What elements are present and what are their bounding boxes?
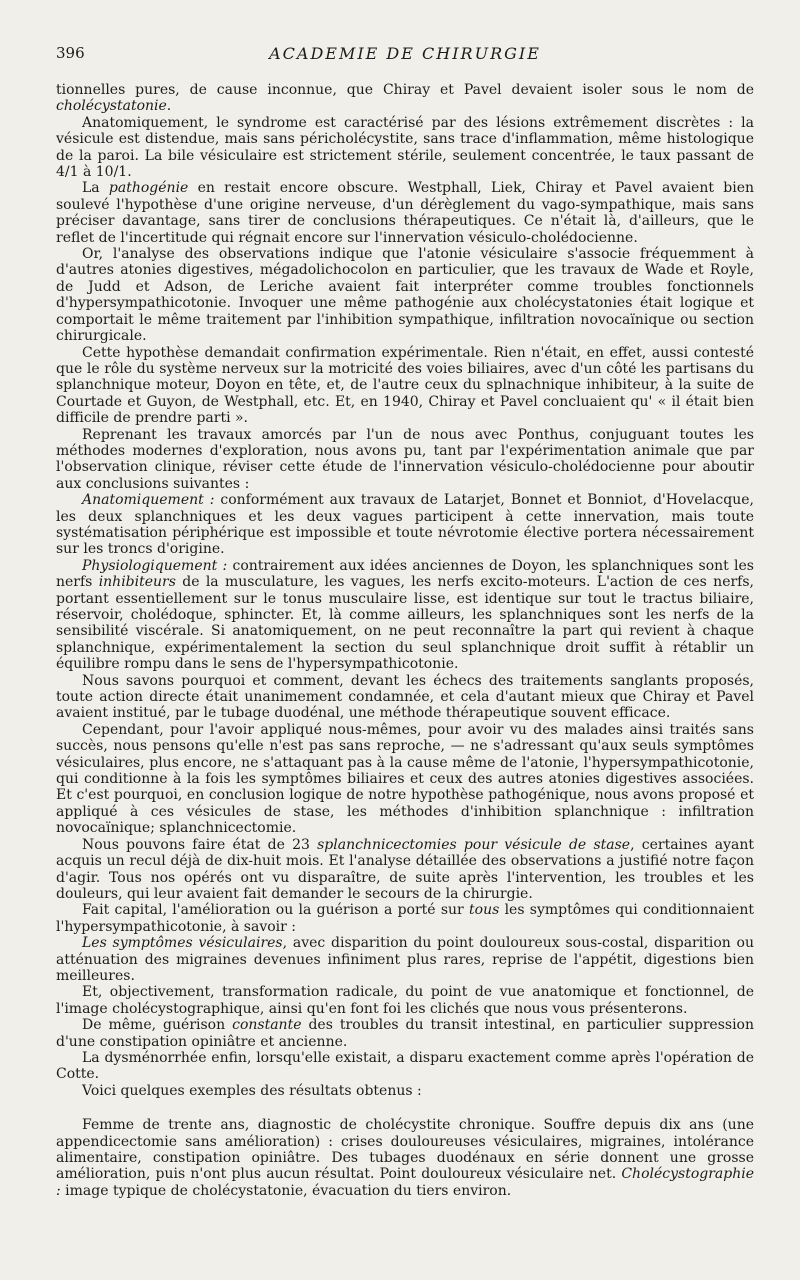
- paragraph: [56, 558, 754, 673]
- italic-text: splanchnicectomies pour vésicule de stase: [317, 836, 631, 853]
- paragraph: [56, 984, 754, 1017]
- paragraph: [56, 1017, 754, 1050]
- text-run: Fait capital, l'amélioration ou la guérison a porté sur: [82, 902, 470, 919]
- paragraph: [56, 115, 754, 181]
- paragraph: [56, 722, 754, 837]
- paragraph: [56, 492, 754, 558]
- italic-text: Les symptômes vésiculaires: [82, 935, 283, 952]
- text-run: Et, objectivement, transformation radicale, du point de vue anatomique et fonctionnel, de l'image cholécystographique, ainsi qu'en font foi les clichés que nous vous présenterons.: [56, 984, 754, 1017]
- page-number: 396: [56, 44, 85, 62]
- running-title: ACADEMIE DE CHIRURGIE: [269, 44, 541, 63]
- paragraph: [56, 1050, 754, 1083]
- text-run: contrairement aux idées anciennes de Doyon, les splanchniques sont les nerfs: [56, 557, 754, 591]
- text-run: La: [82, 180, 109, 197]
- italic-text: Physiologiquement :: [82, 557, 228, 574]
- italic-text: cholécystatonie.: [56, 98, 172, 115]
- text-run: La dysménorrhée enfin, lorsqu'elle existait, a disparu exactement comme après l'opération de Cotte.: [56, 1049, 754, 1083]
- text-run: des troubles du transit intestinal, en particulier suppression d'une constipation opiniâtre et ancienne.: [56, 1017, 754, 1050]
- text-run: Or, l'analyse des observations indique que l'atonie vésiculaire s'associe fréquemment à d'autres atonies digestives, mégadolichocolon en particulier, que les travaux de Wade et Royle, de Judd et Adson, de Leriche avaient fait interpréter comme troubles fonctionnels d'hypersympathicotonie. Invoquer une même pathogénie aux cholécystatonies était logique et comportait le même traitement par l'inhibition sympathique, infiltration novocaïnique ou section chirurgicale.: [56, 246, 754, 345]
- text-run: Cette hypothèse demandait confirmation expérimentale. Rien n'était, en effet, aussi contesté que le rôle du système nerveux sur la motricité des voies biliaires, avec d'un côté les partisans du splanchnique moteur, Doyon en tête, et, de l'autre ceux du splnachnique inhibiteur, à la suite de Courtade et Guyon, de Westphall, etc. Et, en 1940, Chiray et Pavel concluaient qu' « il était bien difficile de prendre parti ».: [56, 344, 754, 427]
- text-run: les symptômes qui conditionnaient l'hypersympathicotonie, à savoir :: [56, 902, 754, 935]
- text-run: Voici quelques exemples des résultats obtenus :: [82, 1082, 422, 1099]
- italic-text: tous: [469, 902, 500, 919]
- text-run: Femme de trente ans, diagnostic de cholécystite chronique. Souffre depuis dix ans (une appendicectomie sans amélioration) : crises douloureuses vésiculaires, migraines, intolérance alimentaire, constipation opiniâtre. Des tubages duodénaux en série donnent une grosse amélioration, puis n'ont plus aucun résultat. Point douloureux vésiculaire net.: [56, 1117, 754, 1183]
- text-run: tionnelles pures, de cause inconnue, que Chiray et Pavel devaient isoler sous le nom de: [56, 82, 754, 98]
- paragraph: [56, 246, 754, 344]
- text-run: De même, guérison: [82, 1017, 233, 1034]
- text-run: , avec disparition du point douloureux sous-costal, disparition ou atténuation des migraines devenues infiniment plus rares, reprise de l'appétit, digestions bien meilleures.: [56, 935, 754, 984]
- text-run: Nous savons pourquoi et comment, devant les échecs des traitements sanglants proposés, toute action directe était unanimement condamnée, et cela d'autant mieux que Chiray et Pavel avaient institué, par le tubage duodénal, une méthode thérapeutique souvent efficace.: [56, 672, 754, 722]
- italic-text: pathogénie: [108, 180, 189, 197]
- paragraph: [56, 180, 754, 246]
- page-header: [56, 44, 754, 74]
- paragraph: [56, 345, 754, 427]
- text-run: en restait encore obscure. Westphall, Liek, Chiray et Pavel avaient bien soulevé l'hypothèse d'une origine nerveuse, d'un dérèglement du vago-sympathique, mais sans préciser davantage, sans tirer de conclusions thérapeutiques. Ce n'était là, d'ailleurs, que le reflet de l'incertitude qui régnait encore sur l'innervation vésiculo-cholédocienne.: [56, 180, 755, 246]
- text-run: , certaines ayant acquis un recul déjà de dix-huit mois. Et l'analyse détaillée des observations a justifié notre façon d'agir. Tous nos opérés ont vu disparaître, de suite après l'intervention, les troubles et les douleurs, qui leur avaient fait demander le secours de la chirurgie.: [56, 836, 754, 902]
- italic-text: inhibiteurs: [98, 574, 176, 591]
- text-run: conformément aux travaux de Latarjet, Bonnet et Bonniot, d'Hovelacque, les deux splanchniques et les deux vagues participent à cette innervation, mais toute systématisation périphérique est impossible et toute névrotomie élective portera nécessairement sur les troncs d'origine.: [56, 492, 754, 558]
- paragraph: [56, 935, 754, 984]
- italic-text: Anatomiquement :: [82, 492, 215, 509]
- italic-text: Cholécystographie :: [56, 1166, 754, 1199]
- paragraph: [56, 1117, 754, 1199]
- article-body: [56, 82, 754, 1199]
- paragraph: [56, 902, 754, 935]
- italic-text: constante: [232, 1017, 302, 1034]
- text-run: Anatomiquement, le syndrome est caractérisé par des lésions extrêmement discrètes : la vésicule est distendue, mais sans péricholécystite, sans trace d'inflammation, même histologique de la paroi. La bile vésiculaire est strictement stérile, seulement concentrée, le taux passant de 4/1 à 10/1.: [56, 114, 754, 181]
- paragraph: [56, 673, 754, 722]
- text-run: de la musculature, les vagues, les nerfs excito-moteurs. L'action de ces nerfs, portant essentiellement sur le tonus musculaire lisse, est identique sur tout le tractus biliaire, réservoir, cholédoque, sphincter. Et, là comme ailleurs, les splanchniques sont les nerfs de la sensibilité viscérale. Si anatomiquement, on ne peut reconnaître la part qui revient à chaque splanchnique, expérimentalement la section du seul splanchnique droit suffit à rétablir un équilibre rompu dans le sens de l'hypersympathicotonie.: [56, 574, 754, 673]
- paragraph: [56, 837, 754, 903]
- paragraph: [56, 82, 754, 115]
- text-run: Reprenant les travaux amorcés par l'un de nous avec Ponthus, conjuguant toutes les méthodes modernes d'exploration, nous avons pu, tant par l'expérimentation animale que par l'observation clinique, réviser cette étude de l'innervation vésiculo-cholédocienne pour aboutir aux conclusions suivantes :: [56, 426, 754, 492]
- text-run: Nous pouvons faire état de 23: [82, 836, 318, 853]
- text-run: Cependant, pour l'avoir appliqué nous-mêmes, pour avoir vu des malades ainsi traités sans succès, nous pensons qu'elle n'est pas sans reproche, — ne s'adressant qu'aux seuls symptômes vésiculaires, plus encore, ne s'attaquant pas à la cause même de l'atonie, l'hypersympathicotonie, qui conditionne à la fois les symptômes biliaires et ceux des autres atonies digestives associées. Et c'est pourquoi, en conclusion logique de notre hypothèse pathogénique, nous avons proposé et appliqué à ces vésicules de stase, les méthodes d'inhibition splanchnique : infiltration novocaïnique; splanchnicectomie.: [56, 721, 754, 837]
- text-run: image typique de cholécystatonie, évacuation du tiers environ.: [60, 1182, 512, 1199]
- paragraph: [56, 427, 754, 493]
- paragraph: [56, 1083, 754, 1099]
